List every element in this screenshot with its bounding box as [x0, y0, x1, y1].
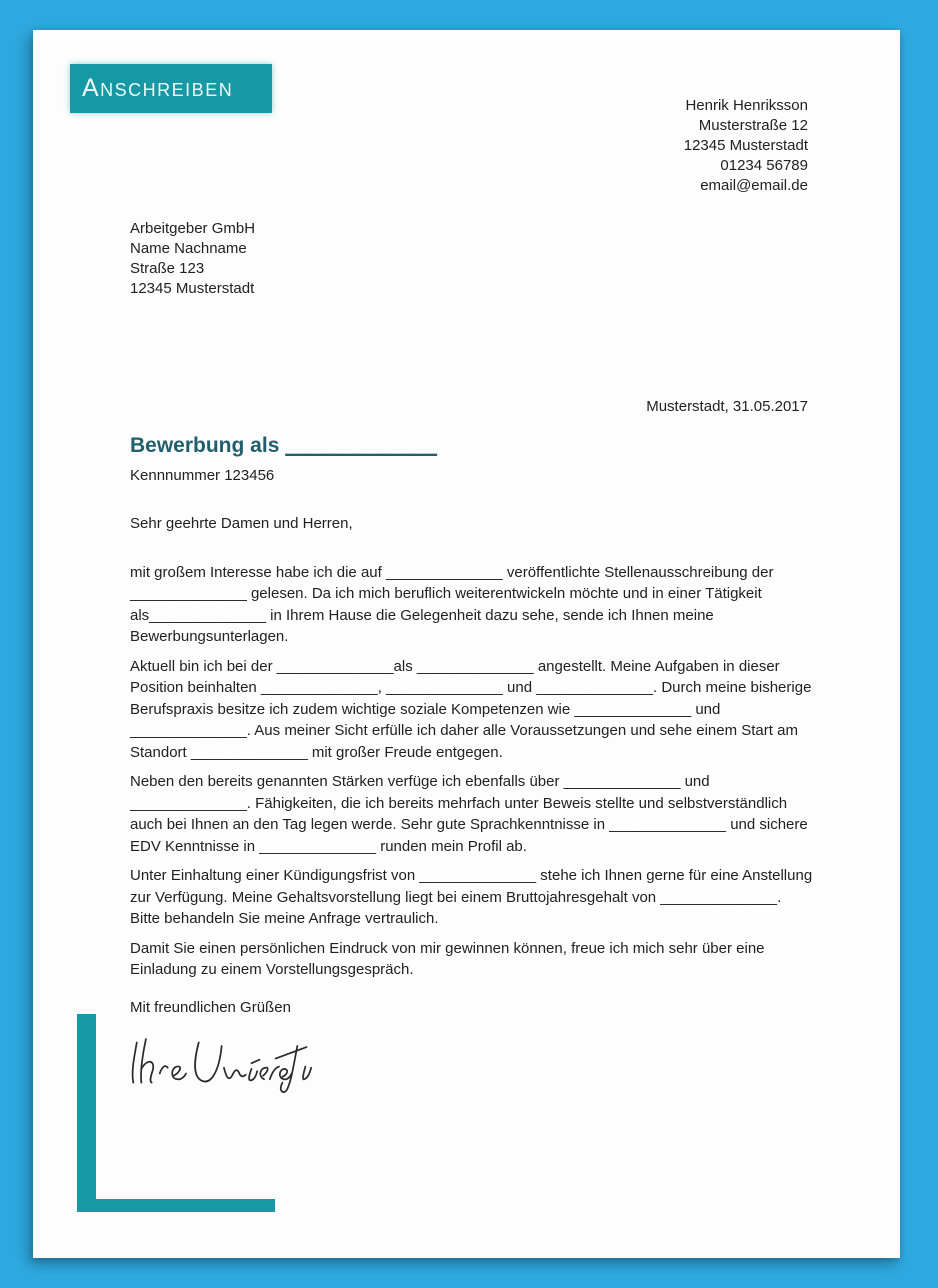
subject-heading: [130, 434, 437, 458]
paragraph-current-position: Aktuell bin ich bei der ______________als ______________ angestellt. Meine Aufgaben in dieser Position beinhalten ______________, ______________ und ______________. Durch meine bisherige Berufspraxis besitze ich zudem wichtige soziale Kompetenzen wie ______________ und ______________. Aus meiner Sicht erfülle ich daher alle Voraussetzungen und sehe einem Start am Standort ______________ mit großer Freude entgegen.: [130, 657, 812, 761]
recipient-address-block: [130, 219, 255, 299]
sender-phone: 01234 56789: [720, 157, 808, 174]
corner-accent-shape: [77, 1014, 275, 1212]
sender-name: Henrik Henriksson: [685, 97, 808, 114]
recipient-company: Arbeitgeber GmbH: [130, 220, 256, 237]
subject-title: Bewerbung als: [130, 434, 280, 457]
date-line: Musterstadt, 31.05.2017: [646, 398, 808, 415]
greeting-line: Sehr geehrte Damen und Herren,: [130, 515, 353, 532]
sender-email: email@email.de: [700, 177, 808, 194]
sender-city: 12345 Musterstadt: [683, 137, 808, 154]
sender-address-block: [684, 96, 808, 196]
paragraph-intro: mit großem Interesse habe ich die auf ______________ veröffentlichte Stellenausschreibung der ______________ gelesen. Da ich mich beruflich weiterentwickeln möchte und in einer Tätigkeit als______________ in Ihrem Hause die Gelegenheit dazu sehe, sende ich Ihnen meine Bewerbungsunterlagen.: [130, 563, 774, 645]
paragraph-notice-salary: Unter Einhaltung einer Kündigungsfrist von ______________ stehe ich Ihnen gerne für eine Anstellung zur Verfügung. Meine Gehaltsvorstellung liegt bei einem Bruttojahresgehalt von ______________. Bitte behandeln Sie meine Anfrage vertraulich.: [130, 867, 813, 927]
recipient-city: 12345 Musterstadt: [130, 280, 255, 297]
closing-line: Mit freundlichen Grüßen: [130, 999, 291, 1016]
paragraph-strengths: Neben den bereits genannten Stärken verfüge ich ebenfalls über ______________ und ______________. Fähigkeiten, die ich bereits mehrfach unter Beweis stellte und selbstverständlich auch bei Ihnen an den Tag legen werde. Sehr gute Sprachkenntnisse in ______________ und sichere EDV Kenntnisse in ______________ runden mein Profil ab.: [130, 773, 808, 855]
anschreiben-label-text: Anschreiben: [82, 74, 234, 102]
recipient-street: Straße 123: [130, 260, 205, 277]
recipient-name: Name Nachname: [130, 240, 247, 257]
anschreiben-label: [70, 64, 272, 113]
reference-number: Kennnummer 123456: [130, 467, 275, 484]
subject-blank-line: _____________: [285, 434, 438, 457]
paragraph-interview-invite: Damit Sie einen persönlichen Eindruck von mir gewinnen können, freue ich mich sehr über eine Einladung zu einem Vorstellungsgespräch.: [130, 939, 765, 978]
sender-street: Musterstraße 12: [698, 117, 808, 134]
letter-page: [33, 30, 900, 1258]
letter-body: [130, 513, 814, 989]
